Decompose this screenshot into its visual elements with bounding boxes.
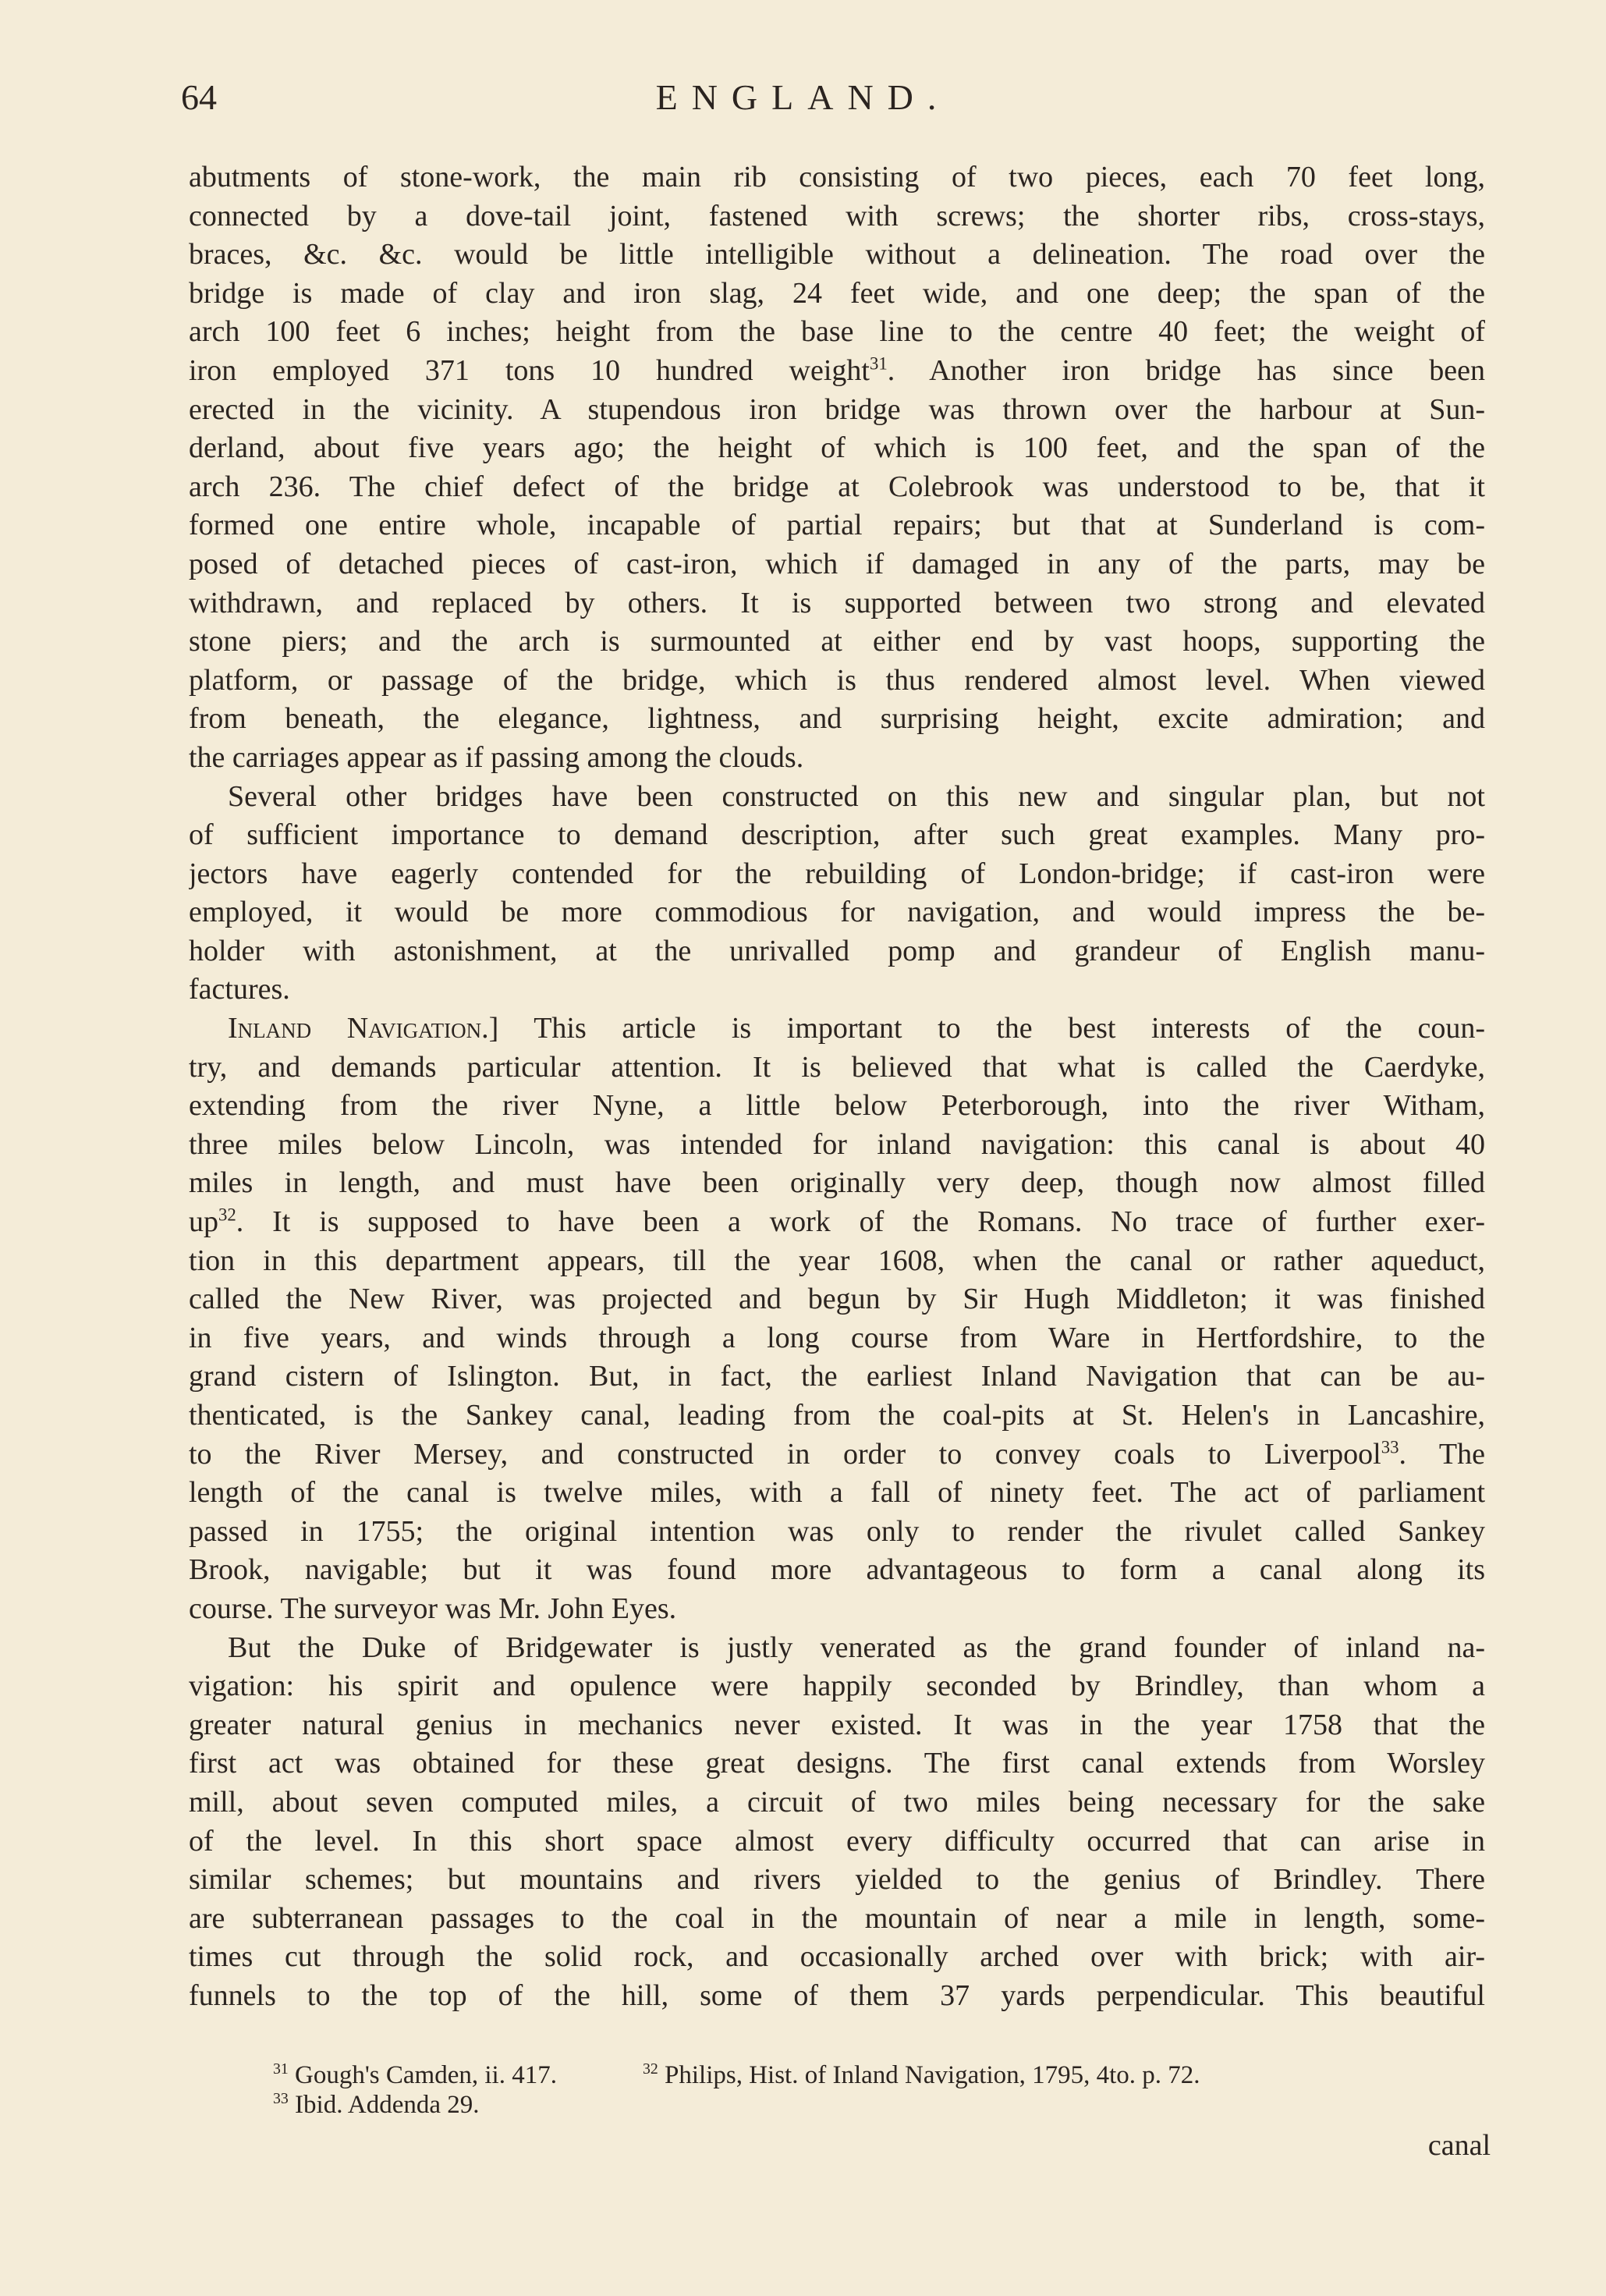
text-line [189, 1126, 1485, 1165]
footnote-row [273, 2092, 1490, 2118]
text-line [189, 275, 1485, 314]
page-number: 64 [181, 77, 217, 117]
text-line [189, 1280, 1485, 1319]
line-text: jectors have eagerly contended for the rebuilding of London-bridge; if cast-iron were [189, 857, 1485, 890]
text-line [189, 1513, 1485, 1552]
line-text: vigation: his spirit and opulence were happily seconded by Brindley, than whom a [189, 1670, 1485, 1703]
text-line [189, 893, 1485, 932]
line-text: miles in length, and must have been originally very deep, though now almost filled [189, 1166, 1485, 1200]
text-line [189, 545, 1485, 584]
text-line [189, 1319, 1485, 1358]
footnote-ref: 33 [1381, 1436, 1399, 1457]
footnote-row [273, 2062, 1490, 2088]
line-text: . It is supposed to have been a work of the Romans. No trace of further exer- [236, 1205, 1485, 1239]
footnote [643, 2062, 1200, 2088]
line-text: of sufficient importance to demand description, after such great examples. Many pro- [189, 818, 1485, 852]
footnotes [273, 2062, 1490, 2118]
footnote-ref: 31 [869, 353, 888, 374]
line-text: formed one entire whole, incapable of partial repairs; but that at Sunderland is com- [189, 509, 1485, 542]
line-text: arch 236. The chief defect of the bridge at Colebrook was understood to be, that it [189, 470, 1485, 503]
text-line [189, 1629, 1485, 1668]
line-text: from beneath, the elegance, lightness, and surprising height, excite admiration; and [189, 702, 1485, 736]
line-text: derland, about five years ago; the height of which is 100 feet, and the span of the [189, 431, 1485, 465]
line-text: funnels to the top of the hill, some of them 37 yards perpendicular. This beautiful [189, 1978, 1485, 2012]
text-line [189, 1861, 1485, 1900]
text-line [189, 1744, 1485, 1783]
footnote-text: Gough's Camden, ii. 417. [295, 2061, 557, 2089]
text-line [189, 158, 1485, 197]
text-line [189, 932, 1485, 971]
text-line [189, 1164, 1485, 1203]
text-line [189, 1783, 1485, 1822]
text-line [189, 313, 1485, 352]
line-text: platform, or passage of the bridge, which is thus rendered almost level. When viewed [189, 663, 1485, 697]
text-line [189, 1706, 1485, 1745]
line-text: erected in the vicinity. A stupendous iron bridge was thrown over the harbour at Sun- [189, 392, 1485, 426]
text-line [189, 1010, 1485, 1049]
line-text: abutments of stone-work, the main rib consisting of two pieces, each 70 feet long, [189, 161, 1485, 193]
line-text: withdrawn, and replaced by others. It is supported between two strong and elevated [189, 586, 1485, 619]
line-text: times cut through the solid rock, and occasionally arched over with brick; with air- [189, 1940, 1485, 1974]
text-line [189, 584, 1485, 623]
text-line [189, 739, 1485, 778]
text-line [189, 197, 1485, 236]
line-text: in five years, and winds through a long course from Ware in Hertfordshire, to the [189, 1321, 1485, 1354]
line-text: . The [1399, 1437, 1485, 1471]
line-text: length of the canal is twelve miles, with a fall of ninety feet. The act of parliament [189, 1476, 1485, 1510]
text-line [189, 1474, 1485, 1513]
line-text: to the River Mersey, and constructed in order to convey coals to Liverpool [189, 1437, 1381, 1471]
line-text: thenticated, is the Sankey canal, leading from the coal-pits at St. Helen's in Lancashire, [189, 1399, 1485, 1432]
text-line [189, 1203, 1485, 1242]
footnote-ref: 32 [218, 1205, 236, 1225]
text-line [189, 468, 1485, 507]
text-line [189, 429, 1485, 468]
line-text: course. The surveyor was Mr. John Eyes. [189, 1592, 677, 1625]
text-line [189, 1435, 1485, 1474]
text-line [189, 1822, 1485, 1861]
line-text: called the New River, was projected and begun by Sir Hugh Middleton; it was finished [189, 1283, 1485, 1316]
footnote-number: 33 [273, 2090, 289, 2107]
line-text: iron employed 371 tons 10 hundred weight [189, 353, 870, 387]
text-line [189, 778, 1485, 817]
text-line [189, 236, 1485, 275]
text-line [189, 1590, 1485, 1629]
text-line [189, 1938, 1485, 1977]
section-heading: Inland Navigation.] [228, 1012, 499, 1045]
text-line [189, 662, 1485, 701]
text-line [189, 700, 1485, 739]
text-line [189, 1242, 1485, 1281]
line-text: connected by a dove-tail joint, fastened with screws; the shorter ribs, cross-stays, [189, 199, 1485, 232]
text-line [189, 623, 1485, 662]
text-line [189, 1396, 1485, 1435]
line-text: extending from the river Nyne, a little below Peterborough, into the river Witham, [189, 1089, 1485, 1123]
line-text: tion in this department appears, till the year 1608, when the canal or rather aqueduct, [189, 1244, 1485, 1277]
line-text: three miles below Lincoln, was intended for inland navigation: this canal is about 40 [189, 1127, 1485, 1161]
text-line [189, 391, 1485, 430]
line-text: try, and demands particular attention. It is believed that what is called the Caerdyke, [189, 1050, 1485, 1084]
footnote [273, 2092, 480, 2118]
line-text: posed of detached pieces of cast-iron, which if damaged in any of the parts, may be [189, 547, 1485, 580]
catchword: canal [1427, 2129, 1491, 2162]
line-text: . Another iron bridge has since been [887, 353, 1485, 387]
line-text: factures. [189, 973, 290, 1006]
text-line [189, 1049, 1485, 1088]
body-text [189, 158, 1485, 2016]
text-line [189, 855, 1485, 894]
text-line [189, 506, 1485, 545]
text-line [189, 1357, 1485, 1396]
line-text: are subterranean passages to the coal in the mountain of near a mile in length, some- [189, 1901, 1485, 1935]
line-text: up [189, 1205, 218, 1239]
line-text: Several other bridges have been constructed on this new and singular plan, but not [228, 779, 1485, 813]
line-text: of the level. In this short space almost every difficulty occurred that can arise in [189, 1824, 1485, 1858]
text-line [189, 971, 1485, 1010]
line-text: This article is important to the best interests of the coun- [498, 1012, 1485, 1045]
line-text: employed, it would be more commodious for navigation, and would impress the be- [189, 896, 1485, 929]
line-text: greater natural genius in mechanics never existed. It was in the year 1758 that the [189, 1708, 1485, 1741]
page-header [0, 76, 1606, 123]
text-line [189, 1977, 1485, 2016]
text-line [189, 1667, 1485, 1706]
line-text: grand cistern of Islington. But, in fact, the earliest Inland Navigation that can be au- [189, 1360, 1485, 1393]
line-text: stone piers; and the arch is surmounted at either end by vast hoops, supporting the [189, 625, 1485, 658]
line-text: But the Duke of Bridgewater is justly venerated as the grand founder of inland na- [228, 1631, 1485, 1664]
line-text: bridge is made of clay and iron slag, 24 feet wide, and one deep; the span of the [189, 276, 1485, 310]
text-line [189, 816, 1485, 855]
footnote [273, 2062, 557, 2088]
line-text: holder with astonishment, at the unrivalled pomp and grandeur of English manu- [189, 934, 1485, 967]
line-text: the carriages appear as if passing among the clouds. [189, 740, 804, 774]
line-text: mill, about seven computed miles, a circuit of two miles being necessary for the sake [189, 1785, 1485, 1819]
line-text: passed in 1755; the original intention was only to render the rivulet called Sankey [189, 1514, 1485, 1548]
line-text: similar schemes; but mountains and rivers yielded to the genius of Brindley. There [189, 1863, 1485, 1897]
footnote-text: Ibid. Addenda 29. [295, 2091, 480, 2119]
text-line [189, 1551, 1485, 1590]
line-text: braces, &c. &c. would be little intelligible without a delineation. The road over the [189, 238, 1485, 271]
footnote-number: 32 [642, 2060, 658, 2078]
text-line [189, 1900, 1485, 1939]
running-head: ENGLAND. [655, 77, 951, 117]
footnote-text: Philips, Hist. of Inland Navigation, 1795, 4to. p. 72. [665, 2061, 1200, 2089]
text-line [189, 352, 1485, 391]
footnote-number: 31 [273, 2060, 289, 2078]
line-text: arch 100 feet 6 inches; height from the base line to the centre 40 feet; the weight of [189, 315, 1485, 349]
line-text: first act was obtained for these great designs. The first canal extends from Worsley [189, 1747, 1485, 1780]
text-line [189, 1087, 1485, 1126]
line-text: Brook, navigable; but it was found more advantageous to form a canal along its [189, 1553, 1485, 1587]
